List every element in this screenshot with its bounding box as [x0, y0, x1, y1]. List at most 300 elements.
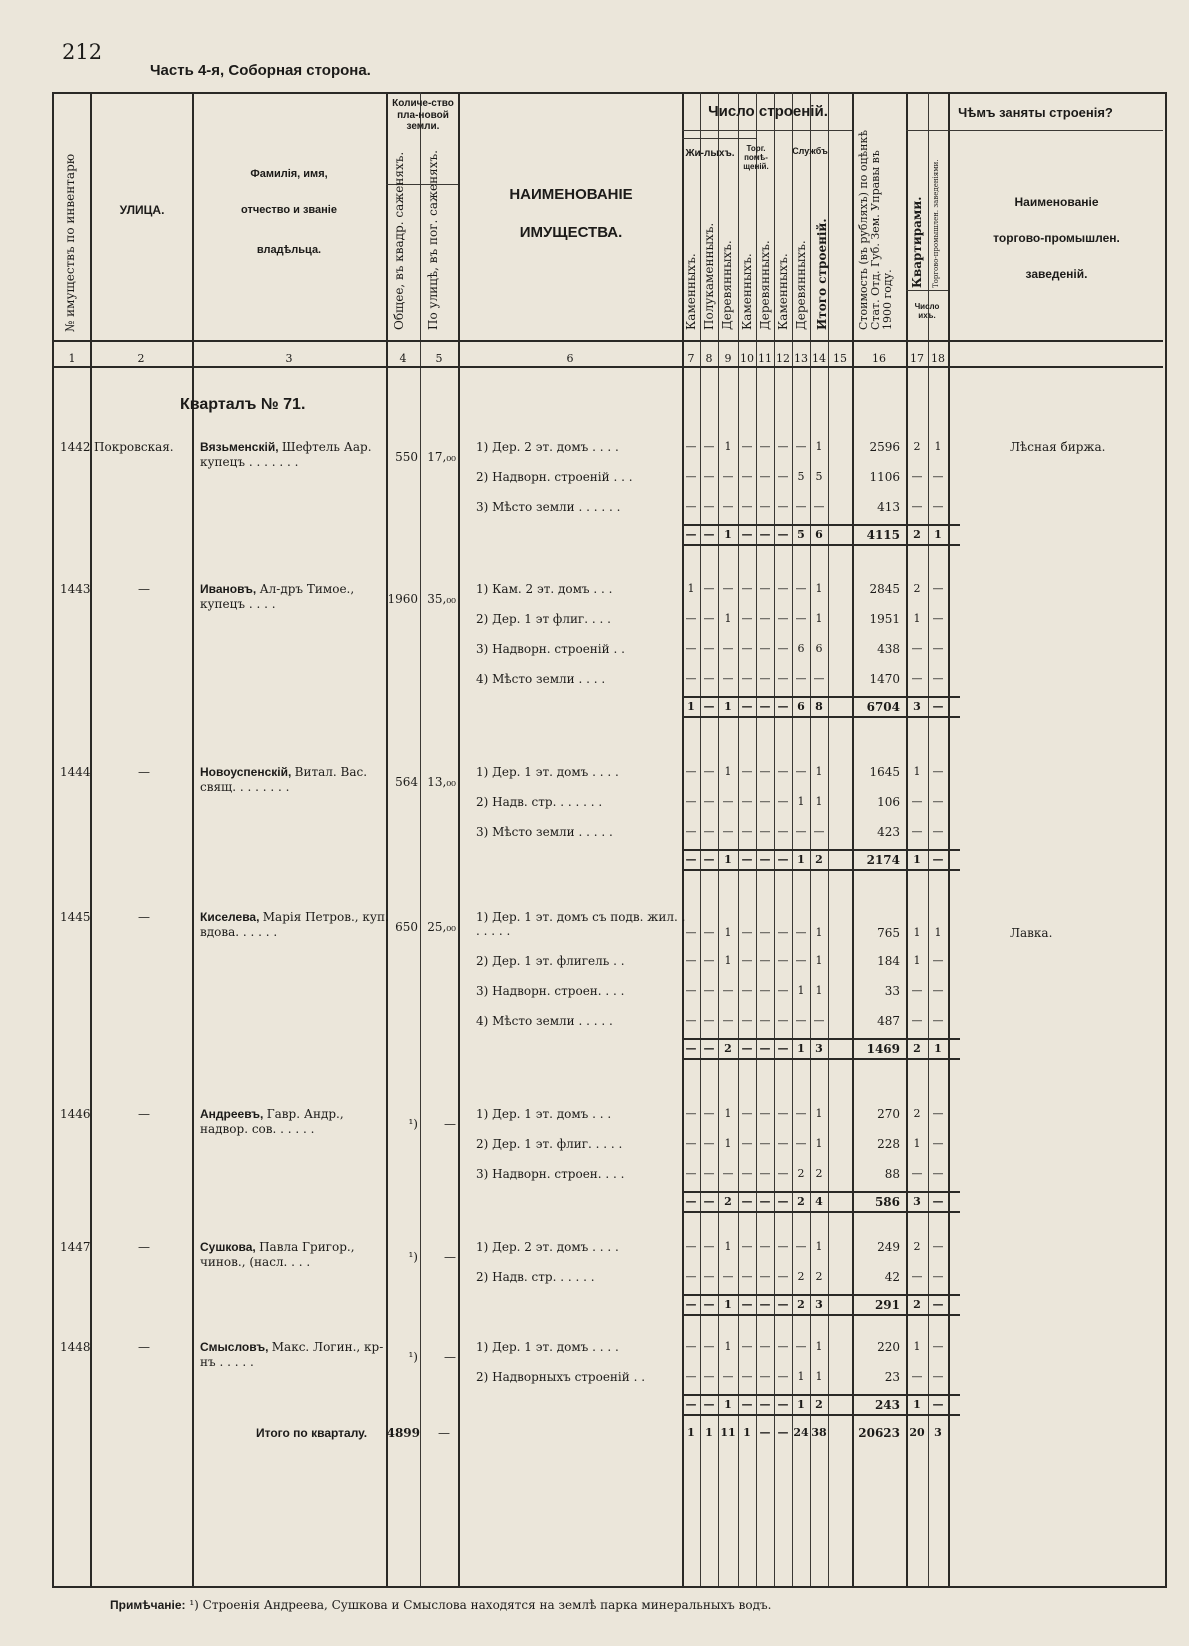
building-count-cell: — — [741, 470, 753, 483]
entry-number: 1445 — [60, 910, 91, 924]
trade-count-cell: — — [932, 1167, 944, 1180]
building-count-cell: — — [685, 672, 697, 685]
land-street-length: 35,₀₀ — [427, 592, 456, 606]
building-count-cell: 2 — [797, 1167, 805, 1180]
apartments-cell: 1 — [913, 954, 921, 967]
building-count-cell: 1 — [705, 1426, 713, 1439]
building-count-cell: — — [703, 470, 715, 483]
building-count-cell: 1 — [724, 1398, 732, 1411]
land-total-area: 564 — [395, 775, 418, 789]
building-count-cell: — — [795, 825, 807, 838]
property-item: 1) Дер. 1 эт. домъ . . . . — [476, 765, 619, 779]
building-count-cell: — — [703, 1270, 715, 1283]
building-count-cell: 1 — [724, 1298, 732, 1311]
grid-vline — [700, 92, 701, 1586]
header-col3-line1: Фамилія, имя, — [250, 168, 328, 180]
header-living: Жи-лыхъ. — [685, 148, 735, 159]
building-count-cell: — — [759, 1398, 771, 1411]
building-count-cell: 1 — [815, 1370, 823, 1383]
cost-cell: 765 — [877, 926, 900, 940]
building-count-cell: — — [703, 672, 715, 685]
apartments-cell: 2 — [913, 582, 921, 595]
trade-count-cell: — — [932, 1240, 944, 1253]
building-count-cell: 3 — [815, 1298, 823, 1311]
column-number: 11 — [758, 352, 772, 365]
building-count-cell: — — [685, 1370, 697, 1383]
trade-count-cell: — — [932, 1014, 944, 1027]
cost-cell: 42 — [884, 1270, 900, 1284]
land-total-area: 1960 — [387, 592, 418, 606]
grid-hline — [54, 366, 1163, 368]
building-count-cell: — — [722, 1014, 734, 1027]
building-count-cell: — — [741, 825, 753, 838]
building-count-cell: — — [759, 1426, 771, 1439]
building-count-cell: — — [777, 1167, 789, 1180]
building-count-cell: 6 — [797, 700, 805, 713]
building-count-cell: — — [777, 440, 789, 453]
apartments-cell: 3 — [913, 700, 921, 713]
building-count-cell: — — [741, 1137, 753, 1150]
cost-cell: 586 — [874, 1195, 900, 1209]
building-count-cell: 1 — [797, 984, 805, 997]
trade-count-cell: — — [932, 984, 944, 997]
sum-rule — [682, 1038, 960, 1040]
apartments-cell: — — [911, 825, 923, 838]
building-count-cell: — — [777, 765, 789, 778]
building-count-cell: 5 — [815, 470, 823, 483]
building-count-cell: — — [777, 954, 789, 967]
owner-details: Макс. Логин., кр-нъ . . . . . — [200, 1340, 384, 1369]
building-count-cell: — — [741, 765, 753, 778]
building-count-cell: — — [813, 825, 825, 838]
building-count-cell: — — [813, 672, 825, 685]
trade-count-cell: — — [932, 1340, 944, 1353]
property-item: 1) Дер. 1 эт. домъ . . . — [476, 1107, 612, 1121]
property-item: 3) Мѣсто земли . . . . . — [476, 825, 613, 839]
section-title: Часть 4-я, Соборная сторона. — [150, 62, 371, 79]
apartments-cell: — — [911, 795, 923, 808]
header-col12: Каменныхъ. — [776, 253, 790, 330]
building-count-cell: — — [722, 1370, 734, 1383]
header-col18-line1: Наименованіе — [1014, 195, 1099, 209]
apartments-cell: — — [911, 1167, 923, 1180]
building-count-cell: — — [777, 1042, 789, 1055]
trade-count-cell: — — [932, 954, 944, 967]
building-count-cell: — — [703, 440, 715, 453]
column-number: 8 — [705, 352, 713, 365]
land-street-length: 17,₀₀ — [427, 450, 456, 464]
building-count-cell: — — [703, 825, 715, 838]
building-count-cell: — — [685, 954, 697, 967]
building-count-cell: — — [685, 825, 697, 838]
building-count-cell: — — [759, 1340, 771, 1353]
building-count-cell: — — [703, 765, 715, 778]
building-count-cell: 1 — [815, 440, 823, 453]
apartments-cell: 20 — [909, 1426, 925, 1439]
building-count-cell: 2 — [797, 1270, 805, 1283]
building-count-cell: 6 — [815, 642, 823, 655]
sum-rule — [682, 524, 960, 526]
street-name: — — [138, 1240, 150, 1254]
owner-surname: Андреевъ, — [200, 1107, 267, 1121]
cost-cell: 2845 — [869, 582, 900, 596]
building-count-cell: — — [722, 582, 734, 595]
land-street-length: — — [444, 1117, 456, 1131]
building-count-cell: — — [685, 1107, 697, 1120]
building-count-cell: — — [741, 582, 753, 595]
property-item: 2) Дер. 1 эт. флиг. . . . . — [476, 1137, 623, 1151]
column-number: 9 — [724, 352, 732, 365]
owner-details: Марія Петров., куп. вдова. . . . . . — [200, 910, 389, 939]
header-col4-total-area: Общее, въ квадр. саженяхъ. — [392, 151, 406, 330]
building-count-cell: — — [759, 672, 771, 685]
owner-surname: Киселева, — [200, 910, 263, 924]
land-total-area: 650 — [395, 920, 418, 934]
building-count-cell: 8 — [815, 700, 823, 713]
trade-count-cell: — — [932, 612, 944, 625]
owner-name — [200, 1340, 390, 1370]
property-item: 3) Мѣсто земли . . . . . . — [476, 500, 621, 514]
building-count-cell: 1 — [815, 1107, 823, 1120]
header-col11: Деревянныхъ. — [758, 240, 772, 330]
cost-cell: 20623 — [858, 1426, 900, 1440]
building-count-cell: — — [703, 853, 715, 866]
grid-hline — [906, 290, 948, 291]
sum-rule — [682, 1314, 960, 1316]
building-count-cell: — — [795, 1014, 807, 1027]
header-col1-inventory-no: № имуществъ по инвентарю — [63, 153, 77, 332]
building-count-cell: 6 — [815, 528, 823, 541]
building-count-cell: — — [777, 612, 789, 625]
owner-surname: Сушкова, — [200, 1240, 260, 1254]
building-count-cell: — — [741, 1042, 753, 1055]
building-count-cell: 1 — [724, 765, 732, 778]
apartments-cell: — — [911, 1270, 923, 1283]
property-item: 2) Надв. стр. . . . . . — [476, 1270, 595, 1284]
apartments-cell: 1 — [913, 612, 921, 625]
apartments-cell: 2 — [913, 1240, 921, 1253]
grid-hline — [682, 138, 756, 139]
building-count-cell: — — [795, 954, 807, 967]
building-count-cell: — — [777, 1340, 789, 1353]
building-count-cell: 1 — [687, 700, 695, 713]
sum-rule — [682, 544, 960, 546]
property-item: 4) Мѣсто земли . . . . . — [476, 1014, 613, 1028]
building-count-cell: 2 — [797, 1195, 805, 1208]
building-count-cell: — — [685, 1042, 697, 1055]
apartments-cell: — — [911, 1014, 923, 1027]
building-count-cell: 1 — [687, 582, 695, 595]
building-count-cell: 24 — [793, 1426, 809, 1439]
sum-rule — [682, 1414, 960, 1416]
apartments-cell: 2 — [913, 1107, 921, 1120]
building-count-cell: — — [777, 528, 789, 541]
cost-cell: 2174 — [866, 853, 900, 867]
trade-count-cell: — — [932, 1270, 944, 1283]
building-count-cell: 1 — [743, 1426, 751, 1439]
trade-count-cell: — — [932, 825, 944, 838]
building-count-cell: — — [759, 926, 771, 939]
building-count-cell: — — [741, 1195, 753, 1208]
building-count-cell: — — [703, 1340, 715, 1353]
grid-hline — [54, 340, 1163, 342]
column-number: 16 — [872, 352, 886, 365]
building-count-cell: 5 — [797, 470, 805, 483]
cost-cell: 423 — [877, 825, 900, 839]
trade-count-cell: — — [932, 470, 944, 483]
building-count-cell: — — [813, 500, 825, 513]
building-count-cell: — — [703, 926, 715, 939]
trade-count-cell: — — [932, 500, 944, 513]
property-item: 1) Дер. 1 эт. домъ . . . . — [476, 1340, 619, 1354]
land-total-area: ¹) — [408, 1250, 418, 1264]
trade-count-cell: — — [932, 1298, 944, 1311]
column-number: 10 — [740, 352, 754, 365]
building-count-cell: — — [795, 1107, 807, 1120]
owner-name — [200, 582, 390, 612]
building-count-cell: — — [777, 582, 789, 595]
property-item: 2) Надворн. строеній . . . — [476, 470, 633, 484]
apartments-cell: — — [911, 1370, 923, 1383]
building-count-cell: — — [741, 440, 753, 453]
owner-name — [200, 1240, 390, 1270]
column-number: 4 — [399, 352, 407, 365]
header-service: Службъ — [792, 146, 828, 156]
building-count-cell: — — [759, 954, 771, 967]
building-count-cell: — — [777, 1137, 789, 1150]
building-count-cell: — — [741, 1270, 753, 1283]
cost-cell: 270 — [877, 1107, 900, 1121]
building-count-cell: — — [759, 1042, 771, 1055]
building-count-cell: 1 — [797, 1042, 805, 1055]
building-count-cell: — — [759, 528, 771, 541]
building-count-cell: — — [685, 1137, 697, 1150]
owner-surname: Новоуспенскій, — [200, 765, 295, 779]
apartments-cell: 1 — [913, 1340, 921, 1353]
cost-cell: 413 — [877, 500, 900, 514]
owner-name — [200, 1107, 390, 1137]
trade-count-cell: 1 — [934, 1042, 942, 1055]
owner-surname: Вязьменскій, — [200, 440, 282, 454]
header-col3-line2: отчество и званіе — [241, 204, 337, 216]
building-count-cell: — — [685, 1195, 697, 1208]
sum-rule — [682, 1211, 960, 1213]
building-count-cell: — — [777, 1398, 789, 1411]
header-col18-line2: торгово-промышлен. — [993, 231, 1120, 245]
building-count-cell: — — [795, 612, 807, 625]
building-count-cell: 1 — [797, 795, 805, 808]
grid-vline — [738, 92, 739, 1586]
building-count-cell: — — [777, 1270, 789, 1283]
building-count-cell: — — [741, 500, 753, 513]
building-count-cell: — — [777, 984, 789, 997]
column-number: 6 — [566, 352, 574, 365]
building-count-cell: 1 — [724, 926, 732, 939]
cost-cell: 106 — [877, 795, 900, 809]
building-count-cell: — — [722, 470, 734, 483]
property-item: 2) Дер. 1 эт. флигель . . — [476, 954, 625, 968]
building-count-cell: — — [741, 1398, 753, 1411]
building-count-cell: — — [741, 795, 753, 808]
building-count-cell: — — [685, 528, 697, 541]
header-col13: Деревянныхъ. — [794, 240, 808, 330]
header-buildings-group: Число строеній. — [708, 103, 828, 120]
cost-cell: 487 — [877, 1014, 900, 1028]
trade-count-cell: — — [932, 1107, 944, 1120]
grid-vline — [852, 92, 854, 1586]
building-count-cell: — — [741, 642, 753, 655]
building-count-cell: — — [722, 500, 734, 513]
building-count-cell: — — [685, 1240, 697, 1253]
owner-surname: Смысловъ, — [200, 1340, 272, 1354]
building-count-cell: 1 — [724, 954, 732, 967]
owner-details: Гавр. Андр., надвор. сов. . . . . . — [200, 1107, 344, 1136]
building-count-cell: — — [722, 1167, 734, 1180]
cost-cell: 33 — [884, 984, 900, 998]
column-number: 15 — [833, 352, 847, 365]
building-count-cell: — — [795, 500, 807, 513]
building-count-cell: — — [759, 642, 771, 655]
building-count-cell: — — [685, 1398, 697, 1411]
building-count-cell: — — [777, 1107, 789, 1120]
cost-cell: 1470 — [869, 672, 900, 686]
building-count-cell: 1 — [815, 926, 823, 939]
land-total-area: ¹) — [408, 1117, 418, 1131]
entry-number: 1448 — [60, 1340, 91, 1354]
building-count-cell: — — [777, 1370, 789, 1383]
sum-rule — [682, 849, 960, 851]
building-count-cell: — — [777, 1014, 789, 1027]
cost-cell: 1645 — [869, 765, 900, 779]
apartments-cell: 2 — [913, 1298, 921, 1311]
building-count-cell: 4 — [815, 1195, 823, 1208]
owner-name — [200, 765, 390, 795]
apartments-cell: 1 — [913, 1137, 921, 1150]
building-count-cell: 1 — [724, 1137, 732, 1150]
owner-surname: Ивановъ, — [200, 582, 260, 596]
building-count-cell: — — [759, 500, 771, 513]
building-count-cell: — — [685, 500, 697, 513]
building-count-cell: — — [703, 1167, 715, 1180]
building-count-cell: — — [777, 926, 789, 939]
building-count-cell: 1 — [815, 612, 823, 625]
footnote-text: ¹) Строенія Андреева, Сушкова и Смыслова находятся на землѣ парка минеральныхъ водъ. — [189, 1598, 772, 1612]
property-item: 3) Надворн. строеній . . — [476, 642, 625, 656]
building-count-cell: — — [759, 470, 771, 483]
building-count-cell: — — [741, 853, 753, 866]
building-count-cell: 1 — [815, 765, 823, 778]
building-count-cell: — — [703, 528, 715, 541]
header-col8: Полукаменныхъ. — [702, 222, 716, 330]
apartments-cell: 2 — [913, 440, 921, 453]
cost-cell: 2596 — [869, 440, 900, 454]
grid-vline — [774, 92, 775, 1586]
building-count-cell: — — [685, 1014, 697, 1027]
cost-cell: 249 — [877, 1240, 900, 1254]
building-count-cell: — — [722, 984, 734, 997]
grid-vline — [792, 92, 793, 1586]
building-count-cell: 1 — [724, 1340, 732, 1353]
owner-details: Витал. Вас. свящ. . . . . . . . — [200, 765, 368, 794]
building-count-cell: — — [703, 1240, 715, 1253]
building-count-cell: — — [777, 500, 789, 513]
building-count-cell: — — [795, 1240, 807, 1253]
land-street-length: 25,₀₀ — [427, 920, 456, 934]
building-count-cell: 1 — [724, 612, 732, 625]
building-count-cell: — — [703, 954, 715, 967]
building-count-cell: 38 — [811, 1426, 827, 1439]
building-count-cell: — — [759, 1014, 771, 1027]
building-count-cell: — — [722, 642, 734, 655]
cost-cell: 1106 — [869, 470, 900, 484]
building-count-cell: — — [741, 528, 753, 541]
header-col5-street-length: По улицѣ, въ пог. саженяхъ. — [426, 150, 440, 330]
building-count-cell: — — [777, 1195, 789, 1208]
building-count-cell: — — [777, 700, 789, 713]
header-trade: Торг. помѣ-щеній. — [743, 144, 769, 172]
building-count-cell: — — [741, 926, 753, 939]
column-number: 17 — [910, 352, 924, 365]
building-count-cell: 2 — [797, 1298, 805, 1311]
building-count-cell: 2 — [815, 1398, 823, 1411]
building-count-cell: — — [703, 984, 715, 997]
sum-rule — [682, 1191, 960, 1193]
trade-count-cell: — — [932, 582, 944, 595]
building-count-cell: — — [703, 1042, 715, 1055]
building-count-cell: — — [759, 1107, 771, 1120]
column-number: 18 — [931, 352, 945, 365]
page-number: 212 — [62, 40, 103, 64]
land-street-length: — — [444, 1350, 456, 1364]
apartments-cell: 1 — [913, 926, 921, 939]
building-count-cell: — — [685, 1167, 697, 1180]
sum-rule — [682, 696, 960, 698]
trade-count-cell: 3 — [934, 1426, 942, 1439]
building-count-cell: — — [777, 1298, 789, 1311]
building-count-cell: — — [685, 642, 697, 655]
land-street-length: 13,₀₀ — [427, 775, 456, 789]
trade-count-cell: 1 — [934, 528, 942, 541]
building-count-cell: — — [722, 672, 734, 685]
building-count-cell: — — [759, 1240, 771, 1253]
apartments-cell: — — [911, 672, 923, 685]
building-count-cell: — — [813, 1014, 825, 1027]
header-col9: Деревянныхъ. — [720, 240, 734, 330]
owner-details: Ал-дръ Тимое., купецъ . . . . — [200, 582, 355, 611]
owner-name — [200, 910, 390, 940]
header-col10: Каменныхъ. — [740, 253, 754, 330]
owner-details: Павла Григор., чинов., (насл. . . . — [200, 1240, 355, 1269]
building-count-cell: — — [795, 440, 807, 453]
grid-vline — [756, 92, 757, 1586]
building-count-cell: 1 — [724, 853, 732, 866]
trade-count-cell: — — [932, 1137, 944, 1150]
building-count-cell: — — [741, 984, 753, 997]
grid-vline — [192, 92, 194, 1586]
building-count-cell: — — [741, 1107, 753, 1120]
entry-number: 1442 — [60, 440, 91, 454]
building-count-cell: — — [759, 1137, 771, 1150]
building-count-cell: 1 — [815, 1240, 823, 1253]
header-land-group: Количе-ство пла-новой земли. — [392, 98, 454, 132]
establishment-name: Лѣсная биржа. — [1010, 440, 1106, 454]
header-col6-line1: НАИМЕНОВАНІЕ — [509, 186, 633, 203]
building-count-cell: — — [703, 500, 715, 513]
apartments-cell: 1 — [913, 853, 921, 866]
building-count-cell: — — [703, 795, 715, 808]
building-count-cell: 2 — [724, 1042, 732, 1055]
entry-number: 1444 — [60, 765, 91, 779]
